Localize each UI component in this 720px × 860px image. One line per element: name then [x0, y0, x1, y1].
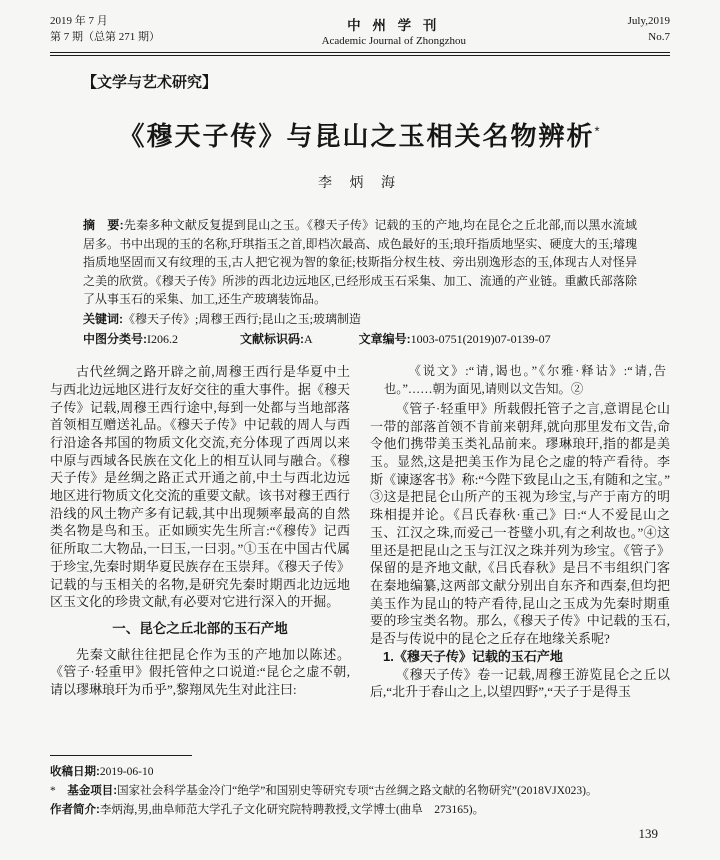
article-body: [50, 363, 670, 751]
page-number: 139: [638, 826, 658, 841]
header-divider: [50, 52, 670, 56]
issue-info-en: [628, 14, 670, 46]
clc-value: I206.2: [147, 331, 178, 346]
abstract-text: 先秦多种文献反复提到昆山之玉。《穆天子传》记载的玉的产地,均在昆仑之丘北部,而以黑水流域居多。书中出现的玉的名称,玗琪指玉之首,即档次最高、成色最好的玉;琅玕指质地坚实、硬度大的玉;璿瑰指质地坚固而又有纹理的玉,古人把它视为智的象征;枝斯指分杈生枝、旁出别逸形态的玉,体现古人对怪异之美的欣赏。《穆天子传》所涉的西北边远地区,已经形成玉石采集、加工、流通的产业链。重䲣氏部落除了从事玉石的采集、加工,还生产玻璃装饰品。: [83, 218, 637, 307]
received-date-label: 收稿日期:: [50, 766, 100, 779]
fund-star: *: [50, 784, 56, 797]
doc-code-label: 文献标识码:: [240, 331, 304, 346]
footnote-divider: [50, 755, 192, 756]
block-quote: 《说文》:“请,谒也。”《尔雅·释诂》:“请,告也。”……朝为面见,请则以文告知。②: [384, 364, 666, 396]
fund-label: 基金项目:: [67, 784, 118, 797]
classification-line: [83, 330, 637, 349]
article-title: [50, 116, 670, 153]
clc-item: [83, 330, 178, 349]
journal-title-en: Academic Journal of Zhongzhou: [321, 35, 467, 47]
abstract-block: [83, 216, 637, 348]
journal-title-zh: 中 州 学 刊: [347, 18, 441, 33]
author-bio-text: 李炳海,男,曲阜师范大学孔子文化研究院特聘教授,文学博士(曲阜 273165)。: [99, 803, 485, 816]
journal-title-block: [160, 14, 628, 47]
paragraph-guanzi: 先秦文献往往把昆仑作为玉的产地加以陈述。《管子·轻重甲》假托管仲之口说道:“昆仑之虚不朝,请以璆琳琅玕为币乎”,黎翔凤先生对此注曰:: [50, 646, 350, 698]
author-bio-line: [50, 801, 670, 820]
article-title-text: 《穆天子传》与昆山之玉相关名物辨析: [118, 121, 595, 151]
abstract: [83, 216, 637, 309]
article-id-label: 文章编号:: [358, 331, 411, 346]
abstract-label: 摘 要:: [83, 218, 124, 232]
issue-date: 2019 年 7 月: [50, 15, 108, 27]
fund-line: [50, 782, 670, 801]
keywords-line: [83, 310, 637, 329]
left-column: [50, 363, 350, 751]
issue-date-en: July,2019: [627, 15, 670, 27]
right-column: [370, 363, 670, 751]
received-date-line: [50, 763, 670, 782]
received-date-value: 2019-06-10: [99, 766, 154, 779]
section-heading-1: 一、昆仑之丘北部的玉石产地: [112, 621, 288, 636]
issue-number-en: No.7: [648, 30, 670, 43]
footnote-block: [50, 755, 670, 819]
journal-running-head: [50, 14, 670, 47]
keywords-label: 关键词:: [83, 311, 123, 326]
article-author: 李 炳 海: [318, 176, 402, 191]
title-footnote-mark: *: [594, 123, 602, 139]
section-label: 【文学与艺术研究】: [82, 74, 218, 91]
article-id-value: 1003-0751(2019)07-0139-07: [410, 331, 551, 346]
issue-number: 第 7 期（总第 271 期）: [50, 30, 160, 43]
paragraph-jade-origin: 《穆天子传》卷一记载,周穆王游览昆仑之丘以后,“北升于舂山之上,以望四野”,“天子于是得玉: [370, 666, 670, 700]
issue-info: [50, 14, 160, 46]
paragraph-kunshan-jade: 《管子·轻重甲》所载假托管子之言,意谓昆仑山一带的部落首领不肯前来朝拜,就向那里发布文告,命令他们携带美玉类礼品前来。璆琳琅玕,指的都是美玉。显然,这是把美玉作为昆仑之虚的特产看待。李斯《谏逐客书》称:“今陛下致昆山之玉,有随和之宝。”③这是把昆仑山所产的玉视为珍宝,与产于南方的明珠相提并论。《吕氏春秋·重己》曰:“人不爱昆山之玉、江汉之珠,而爱己一苍璧小玑,有之利故也。”④这里还是把昆山之玉与江汉之珠并列为珍宝。《管子》保留的是齐地文献,《吕氏春秋》是吕不韦组织门客在秦地编纂,这两部文献分别出自东齐和西秦,但均把美玉作为昆山的特产看待,昆山之玉成为先秦时期重要的珍宝类名物。那么,《穆天子传》中记载的玉石,是否与传说中的昆仑之丘存在地缘关系呢?: [370, 400, 670, 647]
clc-label: 中图分类号:: [83, 331, 147, 346]
doc-code-value: A: [304, 331, 313, 346]
subsection-heading-1: 1.《穆天子传》记载的玉石产地: [383, 648, 563, 664]
paragraph-intro: 古代丝绸之路开辟之前,周穆王西行是华夏中土与西北边远地区进行友好交往的重大事件。据《穆天子传》记载,周穆王西行途中,每到一处都与当地部落首领相互赠送礼品。《穆天子传》中记载的周人与西行沿途各邦国的物质文化交流,充分体现了西周以来中原与西域各民族在文化上的相互认同与融合。《穆天子传》是丝绸之路正式开通之前,中土与西北边远地区进行物质文化交流的重要文献。该书对穆王西行沿线的风土物产多有记载,其中出现频率最高的自然类名物是鸟和玉。正如顾实先生所言:“《穆传》记西征所取二大物品,一曰玉,一曰羽。”①玉在中国古代属于珍宝,先秦时期华夏民族存在玉崇拜。《穆天子传》记载的与玉相关的名物,是研究先秦时期西北边远地区玉文化的珍贵文献,有必要对它进行深入的开掘。: [50, 364, 350, 610]
author-bio-label: 作者简介:: [50, 803, 100, 816]
doc-code-item: [240, 330, 313, 349]
keywords-text: 《穆天子传》;周穆王西行;昆山之玉;玻璃制造: [123, 311, 362, 326]
fund-text: 国家社会科学基金冷门“绝学”和国别史等研究专项“古丝绸之路文献的名物研究”(2018VJX023)。: [117, 784, 598, 797]
article-id-item: [359, 330, 551, 349]
